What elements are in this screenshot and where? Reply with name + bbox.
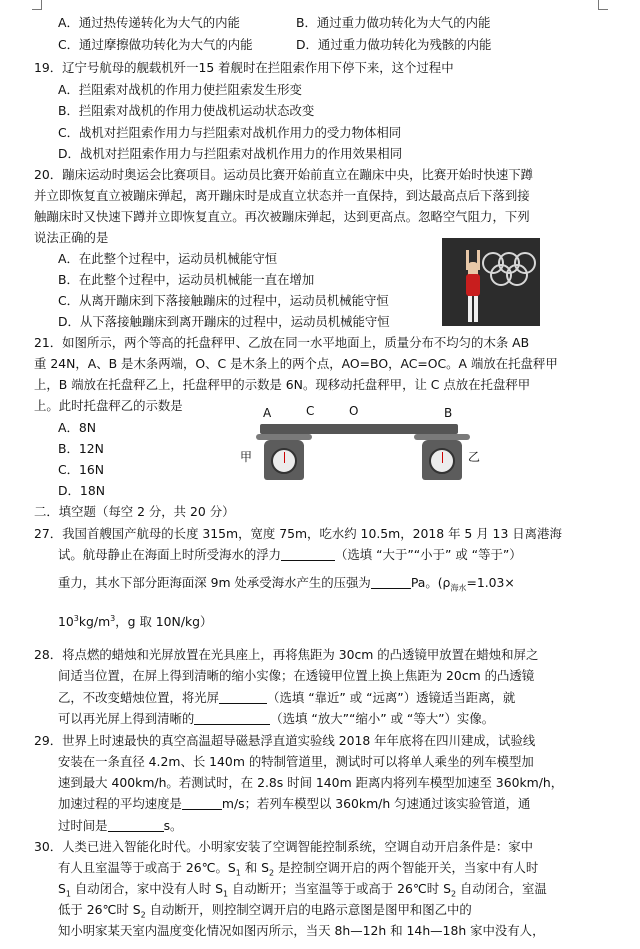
q19-stem: 19．辽宁号航母的舰载机歼一15 着舰时在拦阻索作用下停下来，这个过程中 <box>34 60 454 75</box>
q29-line: 29．世界上时速最快的真空高温超导磁悬浮直道实验线 2018 年年底将在四川建成，试验线 <box>34 733 536 748</box>
q21-stem-line: 重 24N，A、B 是木条两端，O、C 是木条上的两个点，AO=BO，AC=OC。A 端放在托盘秤甲 <box>34 356 558 371</box>
q30-line: 低于 26℃时 $S_2$ 自动断开，则控制空调开启的电路示意图是图甲和图乙中的 <box>58 902 472 920</box>
q27-line: 27．我国首艘国产航母的长度 315m，宽度 75m，吃水约 10.5m，2018 年 5 月 13 日离港海 <box>34 526 562 541</box>
answer-blank[interactable] <box>108 820 164 832</box>
q27-line: 重力，其水下部分距海面深 9m 处承受海水产生的压强为 Pa。($\rho_{海水}=1.03\times$ <box>58 575 515 593</box>
scale-yi-label: 乙 <box>468 450 481 464</box>
q27-line: $10^3kg/m^3$，g 取 10N/kg） <box>58 614 213 630</box>
q30-line: 有人且室温等于或高于 26℃。$S_1$ 和 $S_2$ 是控制空调开启的两个智能开关，当家中有人时 <box>58 860 539 878</box>
point-o-label: O <box>349 404 359 418</box>
q21-option-c: C．16N <box>58 462 105 477</box>
answer-blank[interactable] <box>194 713 270 725</box>
q29-line: 过时间是 s。 <box>58 818 183 833</box>
scale-jia-label: 甲 <box>240 450 253 464</box>
q21-stem-line: 上，B 端放在托盘秤乙上，托盘秤甲的示数是 6N。现移动托盘秤甲，让 C 点放在托盘秤甲 <box>34 377 531 392</box>
q30-line: $S_1$ 自动闭合，家中没有人时 $S_1$ 自动断开；当室温等于或高于 26℃时 $S_2$ 自动闭合，室温 <box>58 881 547 899</box>
q19-option-c: C．战机对拦阻索作用力与拦阻索对战机作用力的受力物体相同 <box>58 125 402 140</box>
q29-line: 速到最大 400km/h。若测试时，在 2.8s 时间 140m 距离内将列车模型加速至 360km/h， <box>58 775 564 790</box>
q28-line: 间适当位置，在屏上得到清晰的缩小实像；在透镜甲位置上换上焦距为 20cm 的凸透镜 <box>58 668 535 683</box>
q20-option-d: D．从下落接触蹦床到离开蹦床的过程中，运动员机械能守恒 <box>58 314 390 329</box>
q18-option-a: A．通过热传递转化为大气的内能 <box>58 15 240 30</box>
q18-option-c: C．通过摩擦做功转化为大气的内能 <box>58 37 253 52</box>
q28-line: 可以再光屏上得到清晰的 （选填 “放大”“缩小” 或 “等大”）实像。 <box>58 711 495 726</box>
q18-option-d: D．通过重力做功转化为残骸的内能 <box>296 37 492 52</box>
tray-scales-diagram <box>232 404 494 484</box>
q20-stem-line: 触蹦床时又快速下蹲并立即恢复直立。再次被蹦床弹起，达到更高点。忽略空气阻力，下列 <box>34 209 530 224</box>
q21-stem-line: 上。此时托盘秤乙的示数是 <box>34 398 183 413</box>
point-b-label: B <box>444 406 453 420</box>
answer-blank[interactable] <box>182 798 222 810</box>
section-heading: 二．填空题（每空 2 分，共 20 分） <box>34 504 235 519</box>
q27-line: 试。航母静止在海面上时所受海水的浮力 （选填 “大于”“小于” 或 “等于”） <box>58 547 522 562</box>
q20-stem-line: 并立即恢复直立被蹦床弹起，离开蹦床时是成直立状态并一直保持，到达最高点后下落到接 <box>34 188 530 203</box>
q30-line: 知小明家某天室内温度变化情况如图丙所示，当天 8h—12h 和 14h—18h 家中没有人， <box>58 923 545 938</box>
answer-blank[interactable] <box>281 549 335 561</box>
q29-line: 加速过程的平均速度是 m/s；若列车模型以 360km/h 匀速通过该实验管道，通 <box>58 796 531 811</box>
q20-stem-line: 说法正确的是 <box>34 230 109 245</box>
q20-stem-line: 20．蹦床运动时奥运会比赛项目。运动员比赛开始前直立在蹦床中央，比赛开始时快速下蹲 <box>34 167 534 182</box>
q21-option-d: D．18N <box>58 483 105 498</box>
trampoline-athlete-photo <box>442 238 540 326</box>
answer-blank[interactable] <box>219 692 267 704</box>
page-corner-mark-right <box>598 0 608 10</box>
q19-option-a: A．拦阻索对战机的作用力使拦阻索发生形变 <box>58 82 302 97</box>
q28-line: 28．将点燃的蜡烛和光屏放置在光具座上，再将焦距为 30cm 的凸透镜甲放置在蜡烛和屏之 <box>34 647 539 662</box>
q19-option-b: B．拦阻索对战机的作用力使战机运动状态改变 <box>58 103 315 118</box>
left-scale-dial <box>271 448 297 474</box>
q20-option-c: C．从离开蹦床到下落接触蹦床的过程中，运动员机械能守恒 <box>58 293 389 308</box>
site-watermark <box>476 858 503 888</box>
q30-line: 30．人类已进入智能化时代。小明家安装了空调智能控制系统，空调自动开启条件是：家中 <box>34 839 534 854</box>
page-corner-mark-left <box>32 0 42 10</box>
q19-option-d: D．战机对拦阻索作用力与拦阻索对战机作用力的作用效果相同 <box>58 146 403 161</box>
point-a-label: A <box>263 406 272 420</box>
q21-stem-line: 21．如图所示，两个等高的托盘秤甲、乙放在同一水平地面上，质量分布不均匀的木条 AB <box>34 335 530 350</box>
q21-option-b: B．12N <box>58 441 104 456</box>
q20-option-a: A．在此整个过程中，运动员机械能守恒 <box>58 251 278 266</box>
q18-option-b: B．通过重力做功转化为大气的内能 <box>296 15 491 30</box>
q28-line: 乙，不改变蜡烛位置，将光屏 （选填 “靠近” 或 “远离”）透镜适当距离，就 <box>58 690 516 705</box>
q20-option-b: B．在此整个过程中，运动员机械能一直在增加 <box>58 272 315 287</box>
point-c-label: C <box>306 404 315 418</box>
answer-blank[interactable] <box>371 577 411 589</box>
q29-line: 安装在一条直径 4.2m、长 140m 的特制管道里，测试时可以将单人乘坐的列车模型加 <box>58 754 534 769</box>
q21-option-a: A．8N <box>58 420 97 435</box>
wooden-bar-ab <box>260 424 458 434</box>
right-scale-dial <box>429 448 455 474</box>
